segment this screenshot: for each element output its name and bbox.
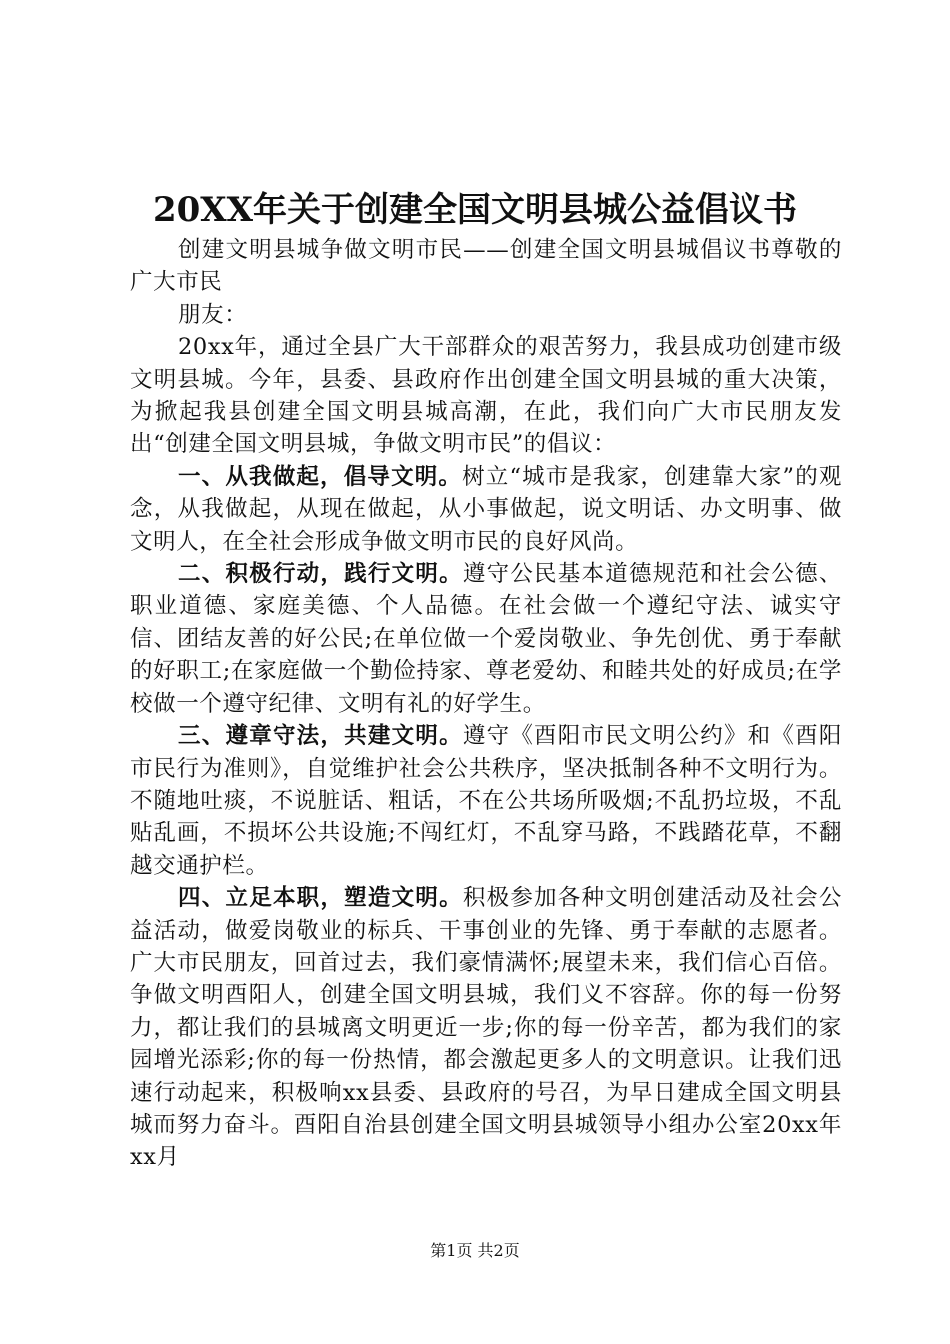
paragraph-lead: 一、从我做起，倡导文明。 — [178, 463, 463, 490]
paragraph-item-1 — [130, 461, 842, 558]
page-number-footer: 第1页 共2页 — [430, 1241, 520, 1260]
paragraph-text: 朋友： — [178, 301, 248, 328]
paragraph-text: 积极参加各种文明创建活动及社会公益活动，做爱岗敬业的标兵、干事创业的先锋、勇于奉献的志愿者。广大市民朋友，回首过去，我们豪情满怀;展望未来，我们信心百倍。争做文明酉阳人，创建全国文明县城，我们义不容辞。你的每一份努力，都让我们的县城离文明更近一步;你的每一份辛苦，都为我们的家园增光添彩;你的每一份热情，都会激起更多人的文明意识。让我们迅速行动起来，积极响xx县委、县政府的号召，为早日建成全国文明县城而努力奋斗。酉阳自治县创建全国文明县城领导小组办公室20xx年xx月 — [130, 885, 842, 1171]
paragraph-text: 20xx年，通过全县广大干部群众的艰苦努力，我县成功创建市级文明县城。今年，县委、县政府作出创建全国文明县城的重大决策，为掀起我县创建全国文明县城高潮，在此，我们向广大市民朋友发出“创建全国文明县城，争做文明市民”的倡议： — [130, 334, 842, 458]
document-title: 20XX年关于创建全国文明县城公益倡议书 — [152, 190, 798, 230]
document-body — [130, 234, 842, 1174]
paragraph-text: 创建文明县城争做文明市民——创建全国文明县城倡议书尊敬的广大市民 — [130, 237, 842, 296]
paragraph-intro — [130, 331, 842, 461]
paragraph-text: 遵守《酉阳市民文明公约》和《酉阳市民行为准则》，自觉维护社会公共秩序，坚决抵制各种不文明行为。不随地吐痰，不说脏话、粗话，不在公共场所吸烟;不乱扔垃圾，不乱贴乱画，不损坏公共设施;不闯红灯，不乱穿马路，不践踏花草，不翻越交通护栏。 — [130, 723, 842, 879]
paragraph-item-4 — [130, 882, 842, 1174]
paragraph-salutation — [130, 299, 842, 331]
paragraph-text: 遵守公民基本道德规范和社会公德、职业道德、家庭美德、个人品德。在社会做一个遵纪守法、诚实守信、团结友善的好公民;在单位做一个爱岗敬业、争先创优、勇于奉献的好职工;在家庭做一个勤俭持家、尊老爱幼、和睦共处的好成员;在学校做一个遵守纪律、文明有礼的好学生。 — [130, 561, 842, 717]
paragraph-lead: 四、立足本职，塑造文明。 — [178, 885, 463, 912]
paragraph-lead: 二、积极行动，践行文明。 — [178, 561, 463, 588]
paragraph-item-3 — [130, 720, 842, 882]
paragraph-subtitle — [130, 234, 842, 299]
paragraph-item-2 — [130, 558, 842, 720]
paragraph-lead: 三、遵章守法，共建文明。 — [178, 723, 463, 750]
paragraph-text: 树立“城市是我家，创建靠大家”的观念，从我做起，从现在做起，从小事做起，说文明话、办文明事、做文明人，在全社会形成争做文明市民的良好风尚。 — [130, 463, 842, 555]
